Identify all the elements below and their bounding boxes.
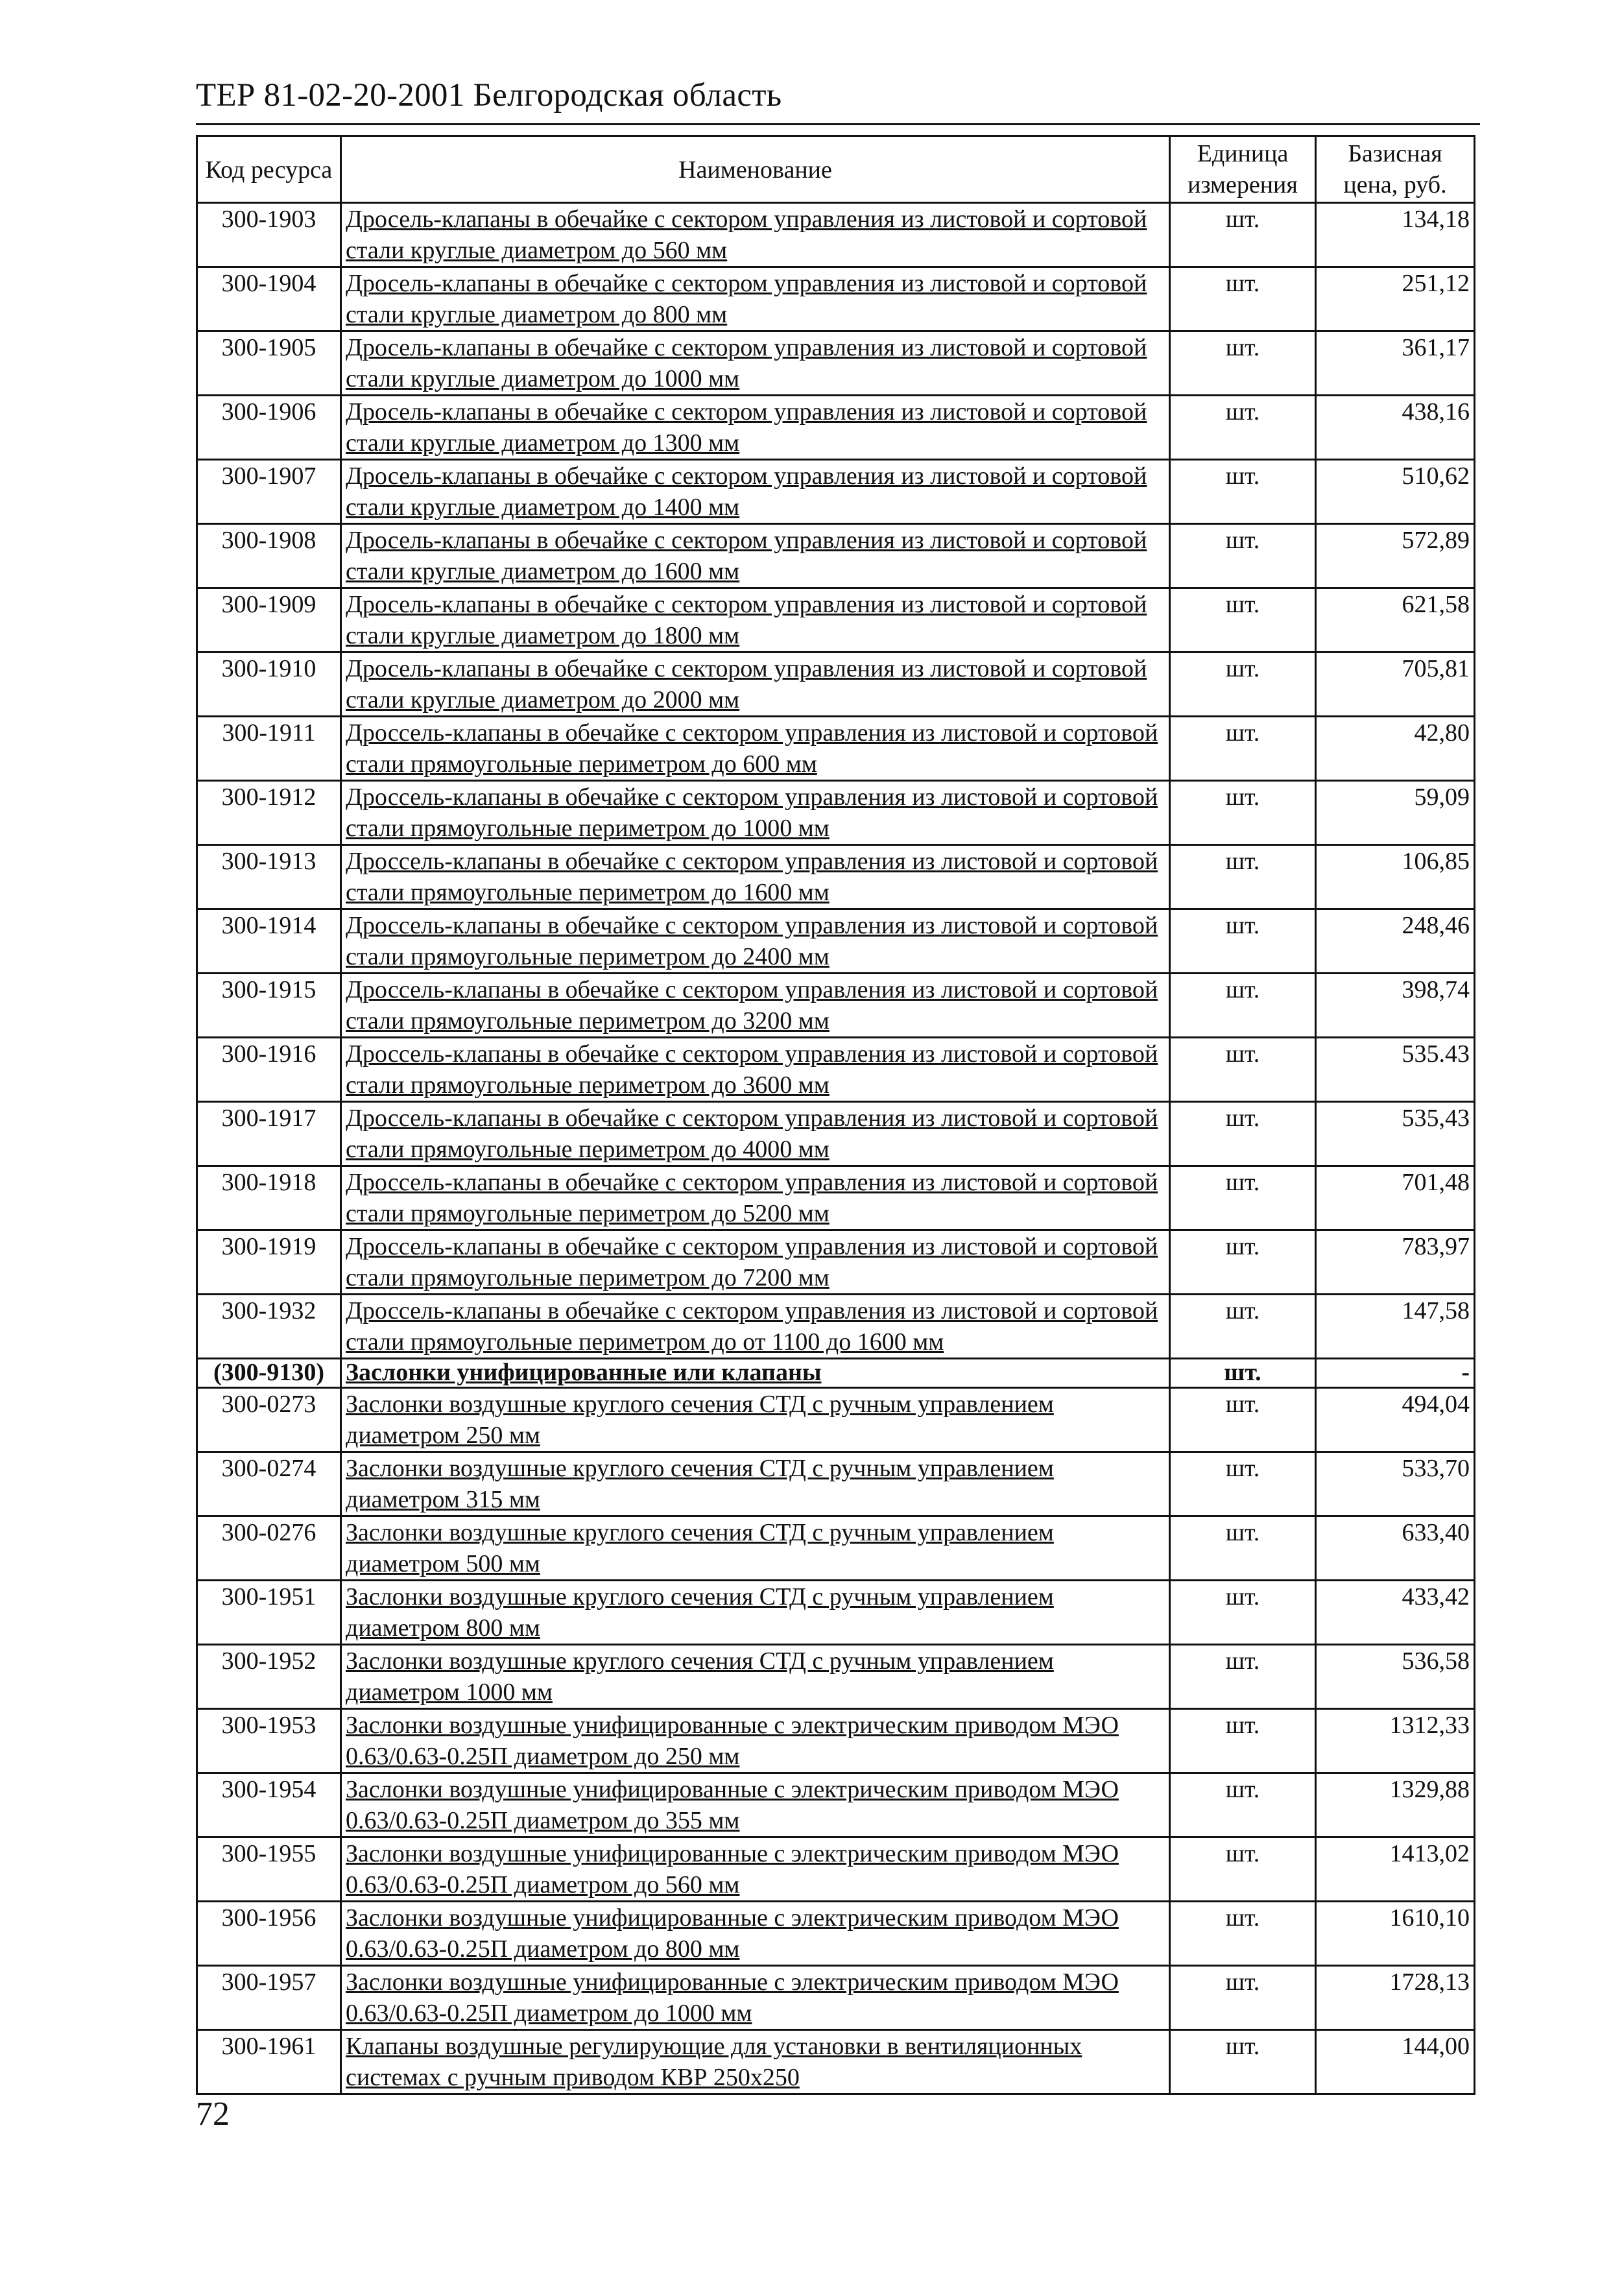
- cell-price: 361,17: [1316, 331, 1475, 396]
- cell-code: 300-1956: [197, 1902, 341, 1966]
- cell-unit: шт.: [1170, 1581, 1316, 1645]
- cell-code: 300-1912: [197, 781, 341, 845]
- cell-price: 1312,33: [1316, 1709, 1475, 1773]
- page-number: 72: [196, 2096, 230, 2133]
- table-row: [197, 1295, 1475, 1359]
- cell-unit: шт.: [1170, 1359, 1316, 1388]
- cell-name-text: Дроссель-клапаны в обечайке с сектором управления из листовой и сортовой стали прямоугольные периметром до 3200 мм: [346, 976, 1158, 1035]
- cell-name-text: Дросель-клапаны в обечайке с сектором управления из листовой и сортовой стали круглые диаметром до 2000 мм: [346, 655, 1147, 713]
- cell-name: [341, 2030, 1170, 2094]
- cell-name: [341, 781, 1170, 845]
- cell-unit: шт.: [1170, 1102, 1316, 1166]
- cell-name: [341, 1516, 1170, 1581]
- cell-price: 106,85: [1316, 845, 1475, 909]
- table-row: [197, 267, 1475, 331]
- cell-code: 300-1954: [197, 1773, 341, 1837]
- cell-name-text: Заслонки воздушные унифицированные с электрическим приводом МЭО 0.63/0.63-0.25П диаметром до 250 мм: [346, 1712, 1119, 1770]
- cell-code: 300-1955: [197, 1837, 341, 1902]
- cell-code: 300-1917: [197, 1102, 341, 1166]
- cell-name-text: Заслонки воздушные круглого сечения СТД с ручным управлением диаметром 500 мм: [346, 1519, 1054, 1577]
- cell-unit: шт.: [1170, 1295, 1316, 1359]
- table-row: [197, 1773, 1475, 1837]
- cell-unit: шт.: [1170, 1166, 1316, 1230]
- cell-name: [341, 1359, 1170, 1388]
- table-row: [197, 652, 1475, 717]
- cell-price: 701,48: [1316, 1166, 1475, 1230]
- cell-price: 433,42: [1316, 1581, 1475, 1645]
- price-table: [196, 135, 1475, 2095]
- col-header-unit: [1170, 136, 1316, 203]
- table-row: [197, 1581, 1475, 1645]
- cell-price: 535.43: [1316, 1038, 1475, 1102]
- cell-price: 621,58: [1316, 588, 1475, 652]
- table-row: [197, 396, 1475, 460]
- cell-unit: шт.: [1170, 203, 1316, 267]
- cell-unit: шт.: [1170, 1966, 1316, 2030]
- cell-unit: шт.: [1170, 717, 1316, 781]
- table-row: [197, 460, 1475, 524]
- table-row: [197, 1038, 1475, 1102]
- cell-price: 536,58: [1316, 1645, 1475, 1709]
- cell-price: -: [1316, 1359, 1475, 1388]
- cell-code: 300-1903: [197, 203, 341, 267]
- cell-name-text: Дросель-клапаны в обечайке с сектором управления из листовой и сортовой стали круглые диаметром до 1400 мм: [346, 462, 1147, 521]
- cell-price: 633,40: [1316, 1516, 1475, 1581]
- cell-price: 783,97: [1316, 1230, 1475, 1295]
- table-row: [197, 845, 1475, 909]
- table-row: [197, 1902, 1475, 1966]
- cell-price: 510,62: [1316, 460, 1475, 524]
- cell-price: 1329,88: [1316, 1773, 1475, 1837]
- col-header-unit-line1: Единица: [1197, 140, 1289, 167]
- cell-name-text: Дросель-клапаны в обечайке с сектором управления из листовой и сортовой стали круглые диаметром до 1800 мм: [346, 591, 1147, 649]
- cell-name-text: Дроссель-клапаны в обечайке с сектором управления из листовой и сортовой стали прямоугольные периметром до 600 мм: [346, 719, 1158, 778]
- cell-price: 1610,10: [1316, 1902, 1475, 1966]
- cell-unit: шт.: [1170, 331, 1316, 396]
- cell-code: 300-1951: [197, 1581, 341, 1645]
- table-row: [197, 588, 1475, 652]
- cell-price: 134,18: [1316, 203, 1475, 267]
- cell-code: 300-1909: [197, 588, 341, 652]
- cell-name-text: Заслонки воздушные унифицированные с электрическим приводом МЭО 0.63/0.63-0.25П диаметром до 800 мм: [346, 1904, 1119, 1963]
- cell-name: [341, 331, 1170, 396]
- cell-code: 300-1906: [197, 396, 341, 460]
- cell-price: 533,70: [1316, 1452, 1475, 1516]
- cell-code: 300-1908: [197, 524, 341, 588]
- cell-name: [341, 267, 1170, 331]
- cell-name: [341, 460, 1170, 524]
- table-row: [197, 909, 1475, 974]
- header-rule: [196, 123, 1480, 125]
- cell-name: [341, 1966, 1170, 2030]
- cell-price: 535,43: [1316, 1102, 1475, 1166]
- cell-unit: шт.: [1170, 2030, 1316, 2094]
- cell-unit: шт.: [1170, 909, 1316, 974]
- cell-unit: шт.: [1170, 1837, 1316, 1902]
- cell-code: 300-1952: [197, 1645, 341, 1709]
- cell-name-text: Заслонки воздушные унифицированные с электрическим приводом МЭО 0.63/0.63-0.25П диаметром до 560 мм: [346, 1840, 1119, 1898]
- cell-code: 300-1915: [197, 974, 341, 1038]
- cell-name: [341, 203, 1170, 267]
- cell-code: 300-0274: [197, 1452, 341, 1516]
- cell-unit: шт.: [1170, 1902, 1316, 1966]
- col-header-price-line2: цена, руб.: [1343, 171, 1447, 198]
- table-row: [197, 1709, 1475, 1773]
- cell-name: [341, 1230, 1170, 1295]
- table-row: [197, 1388, 1475, 1452]
- cell-name-text: Заслонки воздушные унифицированные с электрическим приводом МЭО 0.63/0.63-0.25П диаметром до 1000 мм: [346, 1968, 1119, 2027]
- cell-unit: шт.: [1170, 652, 1316, 717]
- cell-name: [341, 524, 1170, 588]
- table-row: [197, 974, 1475, 1038]
- cell-name-text: Дроссель-клапаны в обечайке с сектором управления из листовой и сортовой стали прямоугольные периметром до 1600 мм: [346, 848, 1158, 906]
- cell-unit: шт.: [1170, 1773, 1316, 1837]
- cell-name: [341, 1837, 1170, 1902]
- cell-code: 300-1953: [197, 1709, 341, 1773]
- cell-code: 300-1913: [197, 845, 341, 909]
- cell-price: 438,16: [1316, 396, 1475, 460]
- cell-code: 300-1911: [197, 717, 341, 781]
- cell-name: [341, 588, 1170, 652]
- table-row: [197, 1166, 1475, 1230]
- cell-unit: шт.: [1170, 845, 1316, 909]
- table-row: [197, 1516, 1475, 1581]
- cell-name-text: Дросель-клапаны в обечайке с сектором управления из листовой и сортовой стали круглые диаметром до 1600 мм: [346, 527, 1147, 585]
- cell-name-text: Дросель-клапаны в обечайке с сектором управления из листовой и сортовой стали круглые диаметром до 800 мм: [346, 270, 1147, 328]
- cell-code: 300-1916: [197, 1038, 341, 1102]
- cell-price: 398,74: [1316, 974, 1475, 1038]
- cell-name-text: Заслонки воздушные круглого сечения СТД с ручным управлением диаметром 800 мм: [346, 1583, 1054, 1642]
- cell-unit: шт.: [1170, 1709, 1316, 1773]
- cell-code: 300-0273: [197, 1388, 341, 1452]
- cell-code: 300-1918: [197, 1166, 341, 1230]
- cell-name: [341, 1645, 1170, 1709]
- cell-code: 300-1905: [197, 331, 341, 396]
- table-body: [197, 203, 1475, 2094]
- cell-name-text: Дроссель-клапаны в обечайке с сектором управления из листовой и сортовой стали прямоугольные периметром до 3600 мм: [346, 1040, 1158, 1099]
- cell-name: [341, 974, 1170, 1038]
- cell-name: [341, 1388, 1170, 1452]
- cell-code: 300-1957: [197, 1966, 341, 2030]
- cell-unit: шт.: [1170, 1038, 1316, 1102]
- cell-name: [341, 652, 1170, 717]
- table-header-row: [197, 136, 1475, 203]
- cell-code: 300-1910: [197, 652, 341, 717]
- col-header-code: Код ресурса: [197, 136, 341, 203]
- cell-code: 300-1914: [197, 909, 341, 974]
- table-row: [197, 1230, 1475, 1295]
- cell-name: [341, 1166, 1170, 1230]
- cell-price: 705,81: [1316, 652, 1475, 717]
- cell-unit: шт.: [1170, 460, 1316, 524]
- cell-price: 1728,13: [1316, 1966, 1475, 2030]
- col-header-price-line1: Базисная: [1348, 140, 1442, 167]
- cell-name: [341, 396, 1170, 460]
- table-row: [197, 1645, 1475, 1709]
- cell-unit: шт.: [1170, 974, 1316, 1038]
- cell-name-text: Дросель-клапаны в обечайке с сектором управления из листовой и сортовой стали круглые диаметром до 560 мм: [346, 206, 1147, 264]
- col-header-price: [1316, 136, 1475, 203]
- cell-price: 251,12: [1316, 267, 1475, 331]
- table-row: [197, 1452, 1475, 1516]
- table-row: [197, 781, 1475, 845]
- cell-code: 300-1919: [197, 1230, 341, 1295]
- cell-name: [341, 1902, 1170, 1966]
- cell-name: [341, 1038, 1170, 1102]
- cell-code: (300-9130): [197, 1359, 341, 1388]
- table-row: [197, 1966, 1475, 2030]
- cell-unit: шт.: [1170, 267, 1316, 331]
- group-row: [197, 1359, 1475, 1388]
- cell-name-text: Дроссель-клапаны в обечайке с сектором управления из листовой и сортовой стали прямоугольные периметром до 5200 мм: [346, 1169, 1158, 1227]
- cell-name-text: Заслонки воздушные круглого сечения СТД с ручным управлением диаметром 315 мм: [346, 1455, 1054, 1513]
- cell-price: 144,00: [1316, 2030, 1475, 2094]
- cell-code: 300-1961: [197, 2030, 341, 2094]
- cell-code: 300-1932: [197, 1295, 341, 1359]
- cell-unit: шт.: [1170, 588, 1316, 652]
- cell-name-text: Дроссель-клапаны в обечайке с сектором управления из листовой и сортовой стали прямоугольные периметром до 2400 мм: [346, 912, 1158, 970]
- table-row: [197, 1102, 1475, 1166]
- table-row: [197, 203, 1475, 267]
- col-header-unit-line2: измерения: [1188, 171, 1298, 198]
- cell-name-text: Дросель-клапаны в обечайке с сектором управления из листовой и сортовой стали круглые диаметром до 1000 мм: [346, 334, 1147, 392]
- table-row: [197, 2030, 1475, 2094]
- page-header-title: ТЕР 81-02-20-2001 Белгородская область: [196, 77, 782, 114]
- cell-price: 572,89: [1316, 524, 1475, 588]
- cell-unit: шт.: [1170, 396, 1316, 460]
- cell-name: [341, 1709, 1170, 1773]
- cell-name: [341, 1102, 1170, 1166]
- table-row: [197, 717, 1475, 781]
- cell-price: 1413,02: [1316, 1837, 1475, 1902]
- cell-unit: шт.: [1170, 1645, 1316, 1709]
- cell-name-text: Дроссель-клапаны в обечайке с сектором управления из листовой и сортовой стали прямоугольные периметром до 7200 мм: [346, 1233, 1158, 1291]
- cell-code: 300-1907: [197, 460, 341, 524]
- cell-name-text: Дроссель-клапаны в обечайке с сектором управления из листовой и сортовой стали прямоугольные периметром до 4000 мм: [346, 1105, 1158, 1163]
- cell-price: 59,09: [1316, 781, 1475, 845]
- cell-name: [341, 909, 1170, 974]
- cell-name-text: Заслонки воздушные круглого сечения СТД с ручным управлением диаметром 1000 мм: [346, 1647, 1054, 1706]
- cell-price: 147,58: [1316, 1295, 1475, 1359]
- cell-code: 300-0276: [197, 1516, 341, 1581]
- cell-name-text: Дроссель-клапаны в обечайке с сектором управления из листовой и сортовой стали прямоугольные периметром до 1000 мм: [346, 784, 1158, 842]
- table-header: [197, 136, 1475, 203]
- table-row: [197, 524, 1475, 588]
- cell-price: 42,80: [1316, 717, 1475, 781]
- cell-name-text: Клапаны воздушные регулирующие для установки в вентиляционных системах с ручным приводом КВР 250х250: [346, 2033, 1082, 2091]
- cell-unit: шт.: [1170, 1230, 1316, 1295]
- cell-code: 300-1904: [197, 267, 341, 331]
- cell-name-text: Дроссель-клапаны в обечайке с сектором управления из листовой и сортовой стали прямоугольные периметром до от 1100 до 1600 мм: [346, 1297, 1158, 1356]
- cell-price: 248,46: [1316, 909, 1475, 974]
- table-row: [197, 1837, 1475, 1902]
- cell-unit: шт.: [1170, 781, 1316, 845]
- cell-name-text: Заслонки воздушные унифицированные с электрическим приводом МЭО 0.63/0.63-0.25П диаметром до 355 мм: [346, 1776, 1119, 1834]
- cell-name: [341, 717, 1170, 781]
- col-header-name: Наименование: [341, 136, 1170, 203]
- table-row: [197, 331, 1475, 396]
- cell-price: 494,04: [1316, 1388, 1475, 1452]
- cell-unit: шт.: [1170, 524, 1316, 588]
- cell-name: [341, 1581, 1170, 1645]
- cell-unit: шт.: [1170, 1452, 1316, 1516]
- cell-name: [341, 1773, 1170, 1837]
- cell-name: [341, 845, 1170, 909]
- cell-name-text: Дросель-клапаны в обечайке с сектором управления из листовой и сортовой стали круглые диаметром до 1300 мм: [346, 398, 1147, 457]
- cell-unit: шт.: [1170, 1516, 1316, 1581]
- cell-name: [341, 1452, 1170, 1516]
- cell-name-text: Заслонки унифицированные или клапаны: [346, 1359, 822, 1386]
- cell-name-text: Заслонки воздушные круглого сечения СТД с ручным управлением диаметром 250 мм: [346, 1391, 1054, 1449]
- cell-name: [341, 1295, 1170, 1359]
- cell-unit: шт.: [1170, 1388, 1316, 1452]
